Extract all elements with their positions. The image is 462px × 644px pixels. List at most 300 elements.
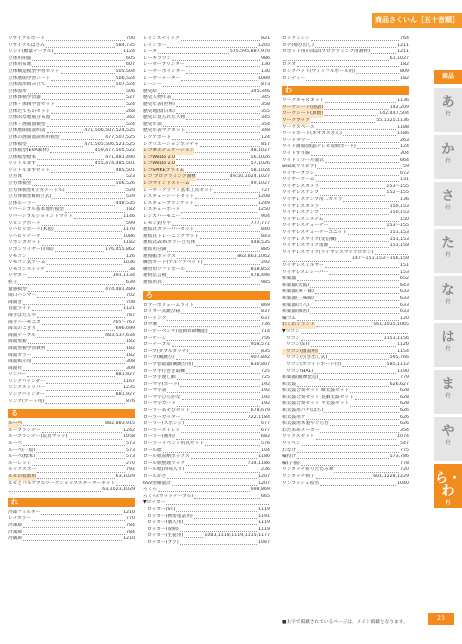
index-entry[interactable]: [8, 372, 135, 379]
kana-tab[interactable]: [434, 323, 462, 367]
index-entry[interactable]: [282, 461, 409, 468]
entry-term: 連結用分銅: [143, 247, 167, 252]
index-entry[interactable]: [282, 421, 409, 428]
kana-tab[interactable]: [434, 464, 462, 508]
leader-dots: [37, 330, 114, 331]
leader-dots: [66, 192, 125, 193]
index-entry[interactable]: [282, 316, 409, 323]
entry-term: ワゴン(HAL): [286, 368, 314, 374]
entry-pages: 1167: [123, 378, 135, 384]
leader-dots: [37, 337, 104, 338]
index-entry[interactable]: [8, 287, 135, 294]
entry-pages: 1205: [258, 42, 270, 48]
leader-dots: [51, 119, 125, 120]
index-entry[interactable]: [282, 111, 409, 118]
entry-term: 和太鼓合奏セット 平太鼓セット: [282, 401, 350, 407]
index-entry[interactable]: [282, 270, 409, 277]
entry-pages: 665: [261, 493, 270, 499]
index-entry[interactable]: [8, 359, 135, 366]
index-entry[interactable]: [282, 434, 409, 441]
entry-term: リングバインダー: [8, 392, 45, 398]
index-entry[interactable]: [8, 135, 135, 142]
entry-pages: 633: [400, 309, 409, 315]
index-entry[interactable]: [143, 507, 270, 514]
index-entry[interactable]: [143, 448, 270, 455]
index-entry[interactable]: [8, 487, 135, 494]
index-entry[interactable]: [8, 214, 135, 221]
index-entry[interactable]: [143, 388, 270, 395]
index-entry[interactable]: [8, 207, 135, 214]
index-entry[interactable]: [282, 217, 409, 224]
index-entry[interactable]: [143, 234, 270, 241]
index-entry[interactable]: [143, 89, 270, 96]
index-entry[interactable]: [143, 533, 270, 540]
index-entry[interactable]: [8, 221, 135, 228]
index-entry[interactable]: [143, 49, 270, 56]
index-entry[interactable]: [282, 428, 409, 435]
index-entry[interactable]: [282, 481, 409, 488]
index-entry[interactable]: [143, 227, 270, 234]
index-entry[interactable]: [8, 227, 135, 234]
index-entry[interactable]: [143, 467, 270, 474]
index-entry[interactable]: [143, 115, 270, 122]
index-entry[interactable]: [8, 155, 135, 162]
index-entry[interactable]: [8, 280, 135, 287]
index-entry[interactable]: [8, 306, 135, 313]
entry-term: ロッカー(個人用): [147, 520, 184, 526]
index-entry[interactable]: [8, 82, 135, 89]
index-entry[interactable]: [8, 313, 135, 320]
index-entry[interactable]: [143, 56, 270, 63]
index-entry[interactable]: [282, 296, 409, 303]
index-entry[interactable]: [282, 204, 409, 211]
entry-pages: 547: [400, 441, 409, 447]
index-entry[interactable]: [8, 62, 135, 69]
tab-kana: さ: [441, 189, 455, 204]
index-entry[interactable]: [143, 62, 270, 69]
index-entry[interactable]: [282, 190, 409, 197]
entry-pages: 448,535: [115, 200, 135, 206]
tab-gyo: 行: [445, 158, 451, 164]
entry-pages: 182: [400, 62, 409, 68]
index-entry[interactable]: [282, 138, 409, 145]
leader-dots: [163, 126, 260, 127]
index-entry[interactable]: [282, 184, 409, 191]
entry-pages: 698,869: [250, 487, 270, 493]
index-entry[interactable]: [282, 144, 409, 151]
index-entry[interactable]: [282, 349, 409, 356]
index-entry[interactable]: [143, 434, 270, 441]
index-entry[interactable]: [8, 474, 135, 481]
entry-term: レゴ®エデュケーション: [143, 148, 195, 154]
index-entry[interactable]: [143, 336, 270, 343]
index-entry[interactable]: [8, 148, 135, 155]
leader-dots: [200, 146, 260, 147]
index-entry[interactable]: [8, 379, 135, 386]
leader-dots: [343, 201, 399, 202]
index-entry[interactable]: [8, 102, 135, 109]
index-entry[interactable]: [143, 188, 270, 195]
index-entry[interactable]: [143, 540, 270, 547]
index-entry[interactable]: [143, 395, 270, 402]
index-entry[interactable]: [8, 168, 135, 175]
index-entry[interactable]: [143, 514, 270, 521]
entry-term: ロウ堰: [143, 322, 158, 328]
index-entry[interactable]: [8, 300, 135, 307]
index-entry[interactable]: [143, 207, 270, 214]
index-entry[interactable]: [143, 254, 270, 261]
index-entry[interactable]: [282, 441, 409, 448]
tab-gyo: 行: [445, 111, 451, 117]
index-entry[interactable]: [8, 247, 135, 254]
leader-dots: [36, 452, 125, 453]
index-entry[interactable]: [282, 382, 409, 389]
index-entry[interactable]: [143, 494, 270, 501]
entry-term: 両口ハンマー: [8, 293, 37, 299]
index-entry[interactable]: [8, 43, 135, 50]
index-entry[interactable]: [143, 267, 270, 274]
index-entry[interactable]: [143, 329, 270, 336]
index-entry[interactable]: [8, 69, 135, 76]
index-entry[interactable]: [143, 408, 270, 415]
index-entry[interactable]: [282, 223, 409, 230]
index-entry[interactable]: [143, 382, 270, 389]
kana-tab[interactable]: [434, 370, 462, 414]
entry-term: ロール紙整理ラック: [143, 460, 186, 466]
index-entry[interactable]: [143, 342, 270, 349]
index-entry[interactable]: [143, 474, 270, 481]
index-entry[interactable]: [143, 316, 270, 323]
index-entry[interactable]: [143, 309, 270, 316]
entry-term: 歴史年表(世界): [143, 101, 175, 107]
index-entry[interactable]: [282, 375, 409, 382]
index-entry[interactable]: [8, 174, 135, 181]
kana-tab[interactable]: [434, 417, 462, 461]
index-entry[interactable]: [282, 408, 409, 415]
index-entry[interactable]: [8, 115, 135, 122]
entry-term: ロイター式跳び箱: [143, 309, 181, 315]
index-entry[interactable]: [143, 441, 270, 448]
index-entry[interactable]: [8, 194, 135, 201]
index-entry[interactable]: [8, 392, 135, 399]
index-entry[interactable]: [143, 461, 270, 468]
index-entry[interactable]: [8, 326, 135, 333]
index-entry[interactable]: [8, 461, 135, 468]
tab-kana: な: [441, 283, 455, 298]
index-entry[interactable]: [282, 125, 409, 132]
index-entry[interactable]: [8, 109, 135, 116]
index-entry[interactable]: [143, 135, 270, 142]
index-entry[interactable]: [282, 474, 409, 481]
index-entry[interactable]: [143, 481, 270, 488]
index-entry[interactable]: [143, 201, 270, 208]
index-entry[interactable]: [282, 62, 409, 69]
index-entry[interactable]: [8, 448, 135, 455]
index-entry[interactable]: [282, 250, 409, 257]
entry-pages: 192: [261, 401, 270, 407]
index-entry[interactable]: [143, 95, 270, 102]
index-entry[interactable]: [143, 527, 270, 534]
index-entry[interactable]: [143, 128, 270, 135]
index-entry[interactable]: [282, 105, 409, 112]
index-column-2: [143, 36, 270, 547]
index-entry[interactable]: [8, 161, 135, 168]
entry-pages: 1211: [397, 42, 409, 48]
leader-dots: [37, 205, 114, 206]
index-entry[interactable]: [8, 56, 135, 63]
index-entry[interactable]: [282, 303, 409, 310]
index-entry[interactable]: [282, 76, 409, 83]
entry-pages: 136: [400, 197, 409, 203]
index-entry[interactable]: [282, 230, 409, 237]
index-entry[interactable]: [8, 399, 135, 406]
index-entry[interactable]: [8, 339, 135, 346]
index-entry[interactable]: [143, 43, 270, 50]
index-entry[interactable]: [143, 454, 270, 461]
leader-dots: [181, 419, 246, 420]
index-entry[interactable]: [8, 523, 135, 530]
index-entry[interactable]: [143, 174, 270, 181]
index-entry[interactable]: [143, 69, 270, 76]
index-entry[interactable]: [143, 375, 270, 382]
leader-dots: [195, 205, 257, 206]
entry-pages: 182: [126, 345, 135, 351]
entry-term: 立体ルーラー: [8, 200, 37, 206]
index-entry[interactable]: [8, 421, 135, 428]
index-entry[interactable]: [282, 362, 409, 369]
entry-term: レゴマインドストーム: [143, 181, 190, 187]
kana-tab[interactable]: [434, 135, 462, 179]
index-entry[interactable]: [143, 122, 270, 129]
index-entry[interactable]: [143, 500, 270, 507]
entry-pages: 873: [261, 82, 270, 88]
index-entry[interactable]: [143, 303, 270, 310]
index-entry[interactable]: [8, 428, 135, 435]
index-entry[interactable]: [8, 128, 135, 135]
entry-pages: 1146: [123, 214, 135, 220]
index-entry[interactable]: [143, 161, 270, 168]
entry-pages: 126: [126, 253, 135, 259]
index-entry[interactable]: [8, 254, 135, 261]
index-entry[interactable]: [143, 148, 270, 155]
index-entry[interactable]: [282, 98, 409, 105]
leader-dots: [186, 66, 260, 67]
tab-kana: ら・わ: [434, 471, 461, 499]
index-entry[interactable]: [282, 118, 409, 125]
index-entry[interactable]: [143, 240, 270, 247]
index-entry[interactable]: [8, 89, 135, 96]
index-entry[interactable]: [282, 131, 409, 138]
index-entry[interactable]: [282, 467, 409, 474]
entry-term: 練習用ソフトボール: [143, 266, 186, 272]
kana-tab[interactable]: [434, 182, 462, 226]
index-entry[interactable]: [282, 177, 409, 184]
index-entry[interactable]: [8, 240, 135, 247]
leader-dots: [32, 310, 122, 311]
index-entry[interactable]: [8, 333, 135, 340]
index-entry[interactable]: [8, 353, 135, 360]
index-entry[interactable]: [8, 530, 135, 537]
index-entry[interactable]: [8, 454, 135, 461]
entry-pages: 1087: [258, 539, 270, 545]
index-entry[interactable]: [282, 256, 409, 263]
entry-term: 歴史年表マグネット: [143, 128, 186, 134]
leader-dots: [42, 225, 125, 226]
index-entry[interactable]: [8, 385, 135, 392]
index-entry[interactable]: [282, 43, 409, 50]
index-entry[interactable]: [143, 415, 270, 422]
index-entry[interactable]: [282, 197, 409, 204]
index-entry[interactable]: [143, 102, 270, 109]
index-entry[interactable]: [143, 142, 270, 149]
index-entry[interactable]: [143, 362, 270, 369]
kana-tab[interactable]: [434, 88, 462, 132]
index-entry[interactable]: [282, 395, 409, 402]
entry-pages: 696,699: [115, 326, 135, 332]
entry-term: ワークシート(算数): [282, 111, 324, 117]
index-entry[interactable]: [8, 467, 135, 474]
leader-dots: [350, 392, 399, 393]
index-entry[interactable]: [282, 164, 409, 171]
index-entry[interactable]: [282, 237, 409, 244]
index-entry[interactable]: [143, 181, 270, 188]
index-entry[interactable]: [282, 289, 409, 296]
index-entry[interactable]: [8, 142, 135, 149]
index-entry[interactable]: [143, 355, 270, 362]
entry-term: ワイヤレスマイク(受信機): [282, 236, 337, 242]
index-entry[interactable]: [8, 481, 135, 488]
index-entry[interactable]: [8, 510, 135, 517]
index-entry[interactable]: [143, 194, 270, 201]
index-entry[interactable]: [282, 454, 409, 461]
index-entry[interactable]: [8, 293, 135, 300]
index-entry[interactable]: [8, 536, 135, 543]
index-entry[interactable]: [143, 221, 270, 228]
index-entry[interactable]: [143, 369, 270, 376]
entry-term: 冷凍庫: [8, 529, 23, 535]
index-entry[interactable]: [282, 283, 409, 290]
index-entry[interactable]: [8, 434, 135, 441]
entry-pages: 628: [400, 388, 409, 394]
index-entry[interactable]: [8, 181, 135, 188]
entry-pages: 722,1184: [247, 414, 270, 420]
index-entry[interactable]: [282, 210, 409, 217]
index-entry[interactable]: [143, 109, 270, 116]
entry-pages: 633: [400, 289, 409, 295]
index-entry[interactable]: [143, 280, 270, 287]
index-entry[interactable]: [8, 320, 135, 327]
index-entry[interactable]: [8, 122, 135, 129]
index-entry[interactable]: [282, 322, 409, 329]
index-entry[interactable]: [282, 276, 409, 283]
index-entry[interactable]: [282, 336, 409, 343]
index-entry[interactable]: [8, 49, 135, 56]
leader-dots: [297, 452, 399, 453]
index-entry[interactable]: [282, 401, 409, 408]
leader-dots: [42, 324, 112, 325]
index-entry[interactable]: [282, 329, 409, 336]
index-entry[interactable]: [282, 388, 409, 395]
index-entry[interactable]: [8, 36, 135, 43]
index-entry[interactable]: [143, 273, 270, 280]
index-entry[interactable]: [8, 188, 135, 195]
index-entry[interactable]: [282, 56, 409, 63]
index-entry[interactable]: [282, 355, 409, 362]
index-entry[interactable]: [282, 151, 409, 158]
index-entry[interactable]: [143, 421, 270, 428]
entry-pages: 639: [126, 279, 135, 285]
index-entry[interactable]: [8, 346, 135, 353]
index-entry[interactable]: [143, 168, 270, 175]
index-entry[interactable]: [143, 487, 270, 494]
index-entry[interactable]: [282, 309, 409, 316]
index-entry[interactable]: [8, 441, 135, 448]
index-entry[interactable]: [8, 201, 135, 208]
index-column-1: [8, 36, 135, 543]
index-entry[interactable]: [282, 415, 409, 422]
index-entry[interactable]: [282, 243, 409, 250]
index-entry[interactable]: [143, 155, 270, 162]
index-entry[interactable]: [282, 448, 409, 455]
index-entry[interactable]: [8, 273, 135, 280]
leader-dots: [317, 168, 402, 169]
kana-tab[interactable]: [434, 276, 462, 320]
index-entry[interactable]: [143, 247, 270, 254]
entry-term: ループランナー(玩具マット): [8, 434, 68, 440]
entry-pages: 1250: [258, 207, 270, 213]
leader-dots: [47, 132, 84, 133]
index-entry[interactable]: [143, 260, 270, 267]
index-entry[interactable]: [8, 366, 135, 373]
index-entry[interactable]: [282, 69, 409, 76]
index-entry[interactable]: [8, 234, 135, 241]
index-entry[interactable]: [282, 158, 409, 165]
index-entry[interactable]: [282, 171, 409, 178]
index-entry[interactable]: [282, 263, 409, 270]
index-entry[interactable]: [143, 214, 270, 221]
index-entry[interactable]: [282, 342, 409, 349]
index-entry[interactable]: [143, 322, 270, 329]
entry-pages: 151,153: [389, 230, 409, 236]
entry-pages: 585,1112: [386, 361, 409, 367]
index-entry[interactable]: [282, 36, 409, 43]
index-entry[interactable]: [143, 82, 270, 89]
index-entry[interactable]: [143, 428, 270, 435]
entry-term: ワゴン: [286, 335, 301, 341]
entry-pages: 837: [261, 309, 270, 315]
index-entry[interactable]: [143, 349, 270, 356]
index-entry[interactable]: [282, 369, 409, 376]
index-entry[interactable]: [143, 36, 270, 43]
index-entry[interactable]: [8, 76, 135, 83]
entry-term: ルックスボー: [8, 467, 37, 473]
leader-dots: [200, 238, 260, 239]
kana-tab[interactable]: [434, 229, 462, 273]
leader-dots: [189, 353, 260, 354]
index-entry[interactable]: [143, 520, 270, 527]
leader-dots: [355, 399, 399, 400]
index-entry[interactable]: [143, 401, 270, 408]
leader-dots: [46, 390, 122, 391]
leader-dots: [46, 40, 125, 41]
index-entry[interactable]: [8, 95, 135, 102]
index-entry[interactable]: [282, 49, 409, 56]
index-entry[interactable]: [143, 76, 270, 83]
entry-term: ワイヤーゲーム: [282, 177, 315, 183]
index-entry[interactable]: [8, 267, 135, 274]
index-entry[interactable]: [8, 516, 135, 523]
index-entry[interactable]: [8, 260, 135, 267]
